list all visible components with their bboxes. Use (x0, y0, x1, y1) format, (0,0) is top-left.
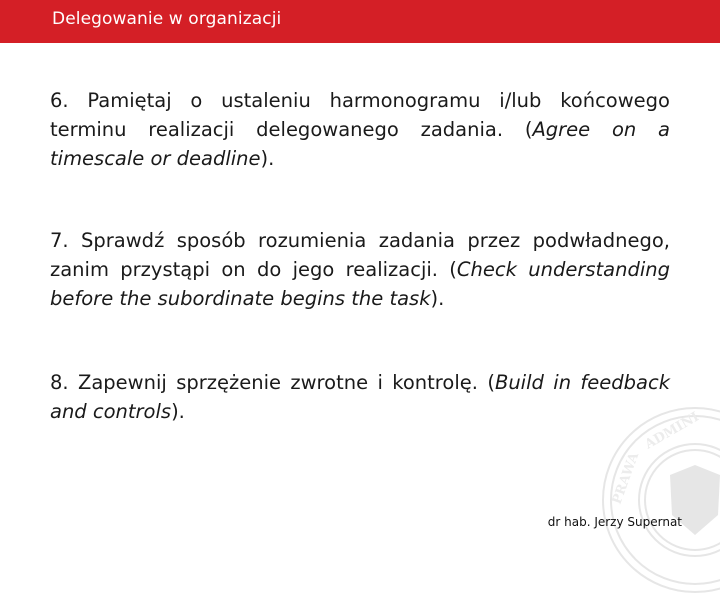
list-item-8 (50, 368, 670, 426)
list-item-7 (50, 226, 670, 313)
item-english-translation: Build in feedback and controls (50, 371, 671, 423)
list-item-6 (50, 86, 670, 173)
item-text: 6. Pamiętaj o ustaleniu harmonogramu i/lub końcowego terminu realizacji delegowanego zadania. ( (50, 89, 670, 141)
item-text: 7. Sprawdź sposób rozumienia zadania przez podwładnego, zanim przystąpi on do jego realizacji. ( (50, 229, 670, 281)
svg-text:PRAWA: PRAWA (609, 450, 643, 507)
item-tail: ). (430, 287, 445, 310)
item-tail: ). (260, 147, 275, 170)
author-footer: dr hab. Jerzy Supernat (547, 515, 682, 529)
item-tail: ). (171, 400, 185, 423)
title-bar (0, 0, 720, 43)
item-text: 8. Zapewnij sprzężenie zwrotne i kontrolę. ( (50, 371, 495, 394)
university-seal-watermark (600, 405, 720, 595)
svg-text:ADMINI: ADMINI (642, 409, 702, 453)
item-english-translation: Agree on a timescale or deadline (50, 118, 670, 170)
page-title: Delegowanie w organizacji (52, 9, 282, 29)
item-english-translation: Check understanding before the subordinate begins the task (50, 258, 670, 310)
